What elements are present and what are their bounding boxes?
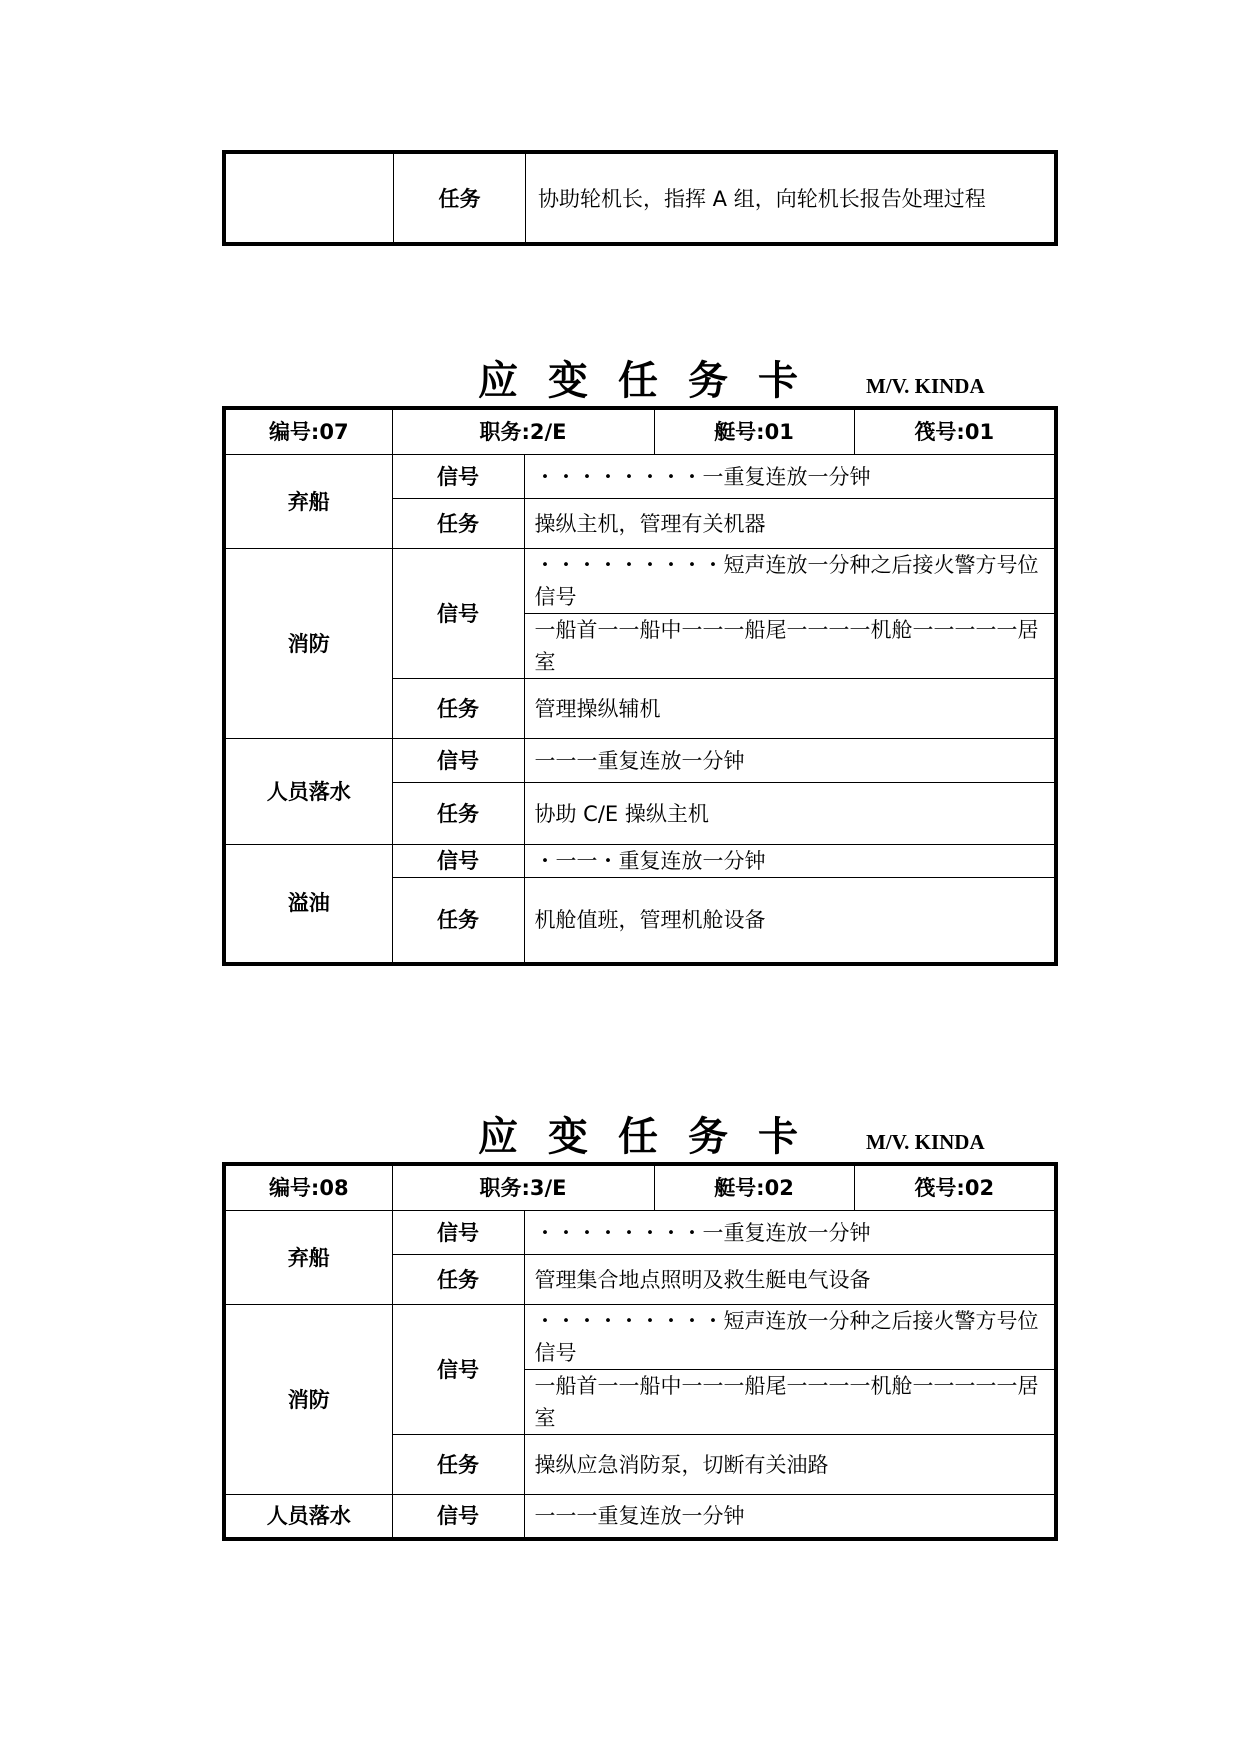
fire-signal-row-1: [224, 549, 1056, 614]
task-label: 任务: [392, 679, 524, 739]
abandon-signal-row: [224, 455, 1056, 499]
overboard-task: 协助 C/E 操纵主机: [524, 783, 1056, 845]
oil-signal-row: [224, 845, 1056, 878]
overboard-signal: 一一一重复连放一分钟: [524, 739, 1056, 783]
fire-signal-2: 一船首一一船中一一一船尾一一一一机舱一一一一一居室: [524, 1370, 1056, 1435]
fire-signal-1: ・・・・・・・・・短声连放一分种之后接火警方号位信号: [524, 1305, 1056, 1370]
card-1-heading: [0, 356, 1241, 406]
signal-label: 信号: [392, 1305, 524, 1435]
fire-signal-2: 一船首一一船中一一一船尾一一一一机舱一一一一一居室: [524, 614, 1056, 679]
card-boat-number: 艇号:02: [654, 1164, 854, 1211]
overboard-signal: 一一一重复连放一分钟: [524, 1495, 1056, 1539]
fire-signal-1: ・・・・・・・・・短声连放一分种之后接火警方号位信号: [524, 549, 1056, 614]
card-boat-number: 艇号:01: [654, 408, 854, 455]
abandon-signal: ・・・・・・・・一重复连放一分钟: [524, 455, 1056, 499]
category-oil-spill: 溢油: [224, 845, 392, 964]
abandon-signal: ・・・・・・・・一重复连放一分钟: [524, 1211, 1056, 1255]
card-2-heading: [0, 1112, 1241, 1162]
card-2-title: 应变任务卡: [478, 1113, 828, 1160]
card-id: 编号:07: [224, 408, 392, 455]
card-2-header-row: [224, 1164, 1056, 1211]
category-abandon-ship: 弃船: [224, 1211, 392, 1305]
card-1-table: [222, 406, 1058, 966]
category-fire: 消防: [224, 1305, 392, 1495]
overboard-signal-row: [224, 739, 1056, 783]
fragment-task-text: 协助轮机长，指挥 A 组，向轮机长报告处理过程: [538, 187, 986, 211]
card-role: 职务:3/E: [392, 1164, 654, 1211]
category-abandon-ship: 弃船: [224, 455, 392, 549]
fragment-task-label: 任务: [394, 154, 526, 242]
category-man-overboard: 人员落水: [224, 1495, 392, 1539]
card-raft-number: 筏号:02: [854, 1164, 1056, 1211]
oil-signal: ・一一・重复连放一分钟: [524, 845, 1056, 878]
category-fire: 消防: [224, 549, 392, 739]
fire-signal-row-1: [224, 1305, 1056, 1370]
fire-task: 操纵应急消防泵，切断有关油路: [524, 1435, 1056, 1495]
overboard-signal-row: [224, 1495, 1056, 1539]
fire-task: 管理操纵辅机: [524, 679, 1056, 739]
previous-card-fragment: [222, 150, 1058, 246]
task-label: 任务: [392, 1435, 524, 1495]
card-2-table: [222, 1162, 1058, 1541]
abandon-task: 管理集合地点照明及救生艇电气设备: [524, 1255, 1056, 1305]
card-raft-number: 筏号:01: [854, 408, 1056, 455]
abandon-signal-row: [224, 1211, 1056, 1255]
task-label: 任务: [392, 499, 524, 549]
card-id: 编号:08: [224, 1164, 392, 1211]
card-role: 职务:2/E: [392, 408, 654, 455]
category-man-overboard: 人员落水: [224, 739, 392, 845]
card-1-title: 应变任务卡: [478, 357, 828, 404]
card-1-header-row: [224, 408, 1056, 455]
task-label: 任务: [392, 783, 524, 845]
card-1-vessel: M/V. KINDA: [866, 374, 985, 398]
signal-label: 信号: [392, 845, 524, 878]
fragment-empty-cell: [226, 154, 394, 242]
signal-label: 信号: [392, 1211, 524, 1255]
signal-label: 信号: [392, 739, 524, 783]
signal-label: 信号: [392, 1495, 524, 1539]
task-label: 任务: [392, 1255, 524, 1305]
signal-label: 信号: [392, 549, 524, 679]
task-label: 任务: [392, 878, 524, 964]
card-2-vessel: M/V. KINDA: [866, 1130, 985, 1154]
oil-task: 机舱值班，管理机舱设备: [524, 878, 1056, 964]
signal-label: 信号: [392, 455, 524, 499]
abandon-task: 操纵主机，管理有关机器: [524, 499, 1056, 549]
